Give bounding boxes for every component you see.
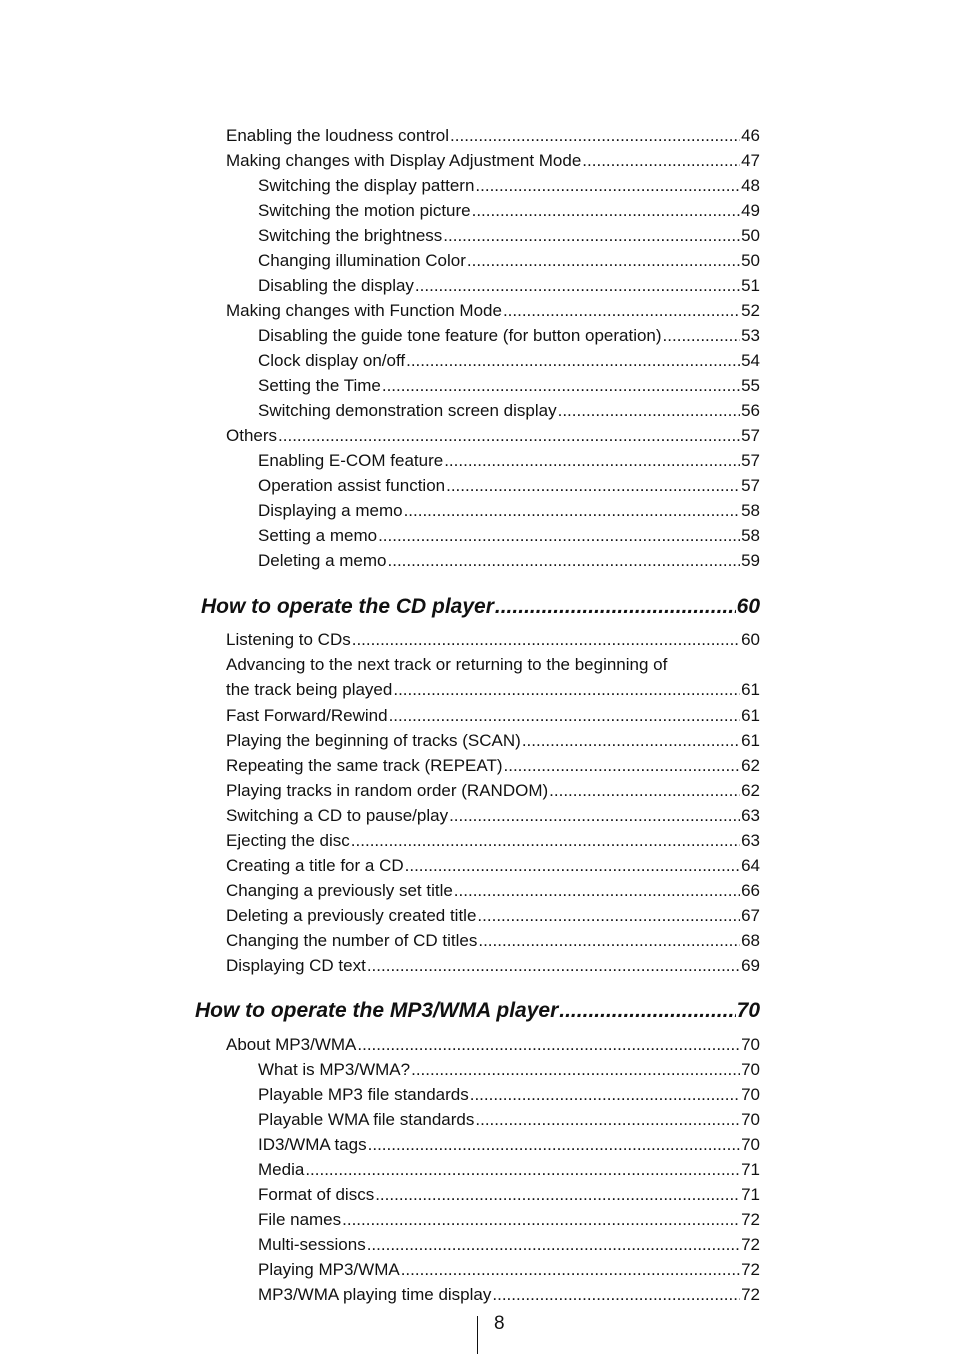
toc-entry-title: How to operate the MP3/WMA player: [195, 999, 559, 1022]
toc-entry: [258, 1057, 760, 1082]
toc-entry-title: Repeating the same track (REPEAT): [226, 756, 503, 775]
dot-leader: [375, 1182, 740, 1207]
toc-entry-title: Changing illumination Color: [258, 251, 466, 270]
toc-entry: [258, 173, 760, 198]
toc-entry: [258, 1132, 760, 1157]
toc-entry: [226, 803, 760, 828]
toc-entry: [258, 1182, 760, 1207]
dot-leader: [470, 1082, 740, 1107]
toc-entry-page: 50: [741, 226, 760, 245]
toc-entry-page: 50: [741, 251, 760, 270]
toc-entry-page: 63: [741, 831, 760, 850]
toc-entry-title: the track being played: [226, 680, 393, 699]
dot-leader: [367, 953, 740, 978]
toc-entry-title: Displaying CD text: [226, 956, 366, 975]
toc-entry-page: 64: [741, 856, 760, 875]
toc-entry-title: Deleting a memo: [258, 551, 387, 570]
dot-leader: [467, 248, 740, 273]
toc-entry: [258, 1282, 760, 1307]
toc-entry-title: Disabling the display: [258, 276, 414, 295]
toc-entry-page: 57: [741, 476, 760, 495]
dot-leader: [389, 703, 741, 728]
dot-leader: [477, 903, 740, 928]
dot-leader: [450, 123, 740, 148]
dot-leader: [388, 548, 741, 573]
dot-leader: [454, 878, 740, 903]
toc-entry-title: Fast Forward/Rewind: [226, 706, 388, 725]
toc-entry-page: 60: [741, 630, 760, 649]
toc-entry-title: Switching demonstration screen display: [258, 401, 557, 420]
toc-entry-page: 61: [741, 706, 760, 725]
toc-entry-title: Setting a memo: [258, 526, 378, 545]
toc-entry: [226, 728, 760, 753]
toc-entry-page: 55: [741, 376, 760, 395]
toc-entry-page: 70: [741, 1110, 760, 1129]
toc-entry-page: 57: [741, 426, 760, 445]
toc-entry: [226, 298, 760, 323]
toc-entry-page: 58: [741, 526, 760, 545]
toc-entry-page: 56: [741, 401, 760, 420]
toc-entry-page: 72: [741, 1210, 760, 1229]
dot-leader: [367, 1232, 740, 1257]
toc-entry: [258, 198, 760, 223]
toc-entry-title: Others: [226, 426, 278, 445]
toc-entry-title: Creating a title for a CD: [226, 856, 404, 875]
toc-entry-title: Ejecting the disc: [226, 831, 350, 850]
toc-entry: [258, 448, 760, 473]
toc-entry-title: MP3/WMA playing time display: [258, 1285, 492, 1304]
toc-entry: [258, 1157, 760, 1182]
dot-leader: [404, 498, 741, 523]
toc-entry-page: 70: [736, 999, 760, 1022]
toc-entry: [258, 398, 760, 423]
toc-entry-page: 72: [741, 1260, 760, 1279]
toc-entry-page: 67: [741, 906, 760, 925]
dot-leader: [558, 398, 740, 423]
toc-entry-title: Playing the beginning of tracks (SCAN): [226, 731, 521, 750]
dot-leader: [446, 473, 740, 498]
toc-entry-page: 54: [741, 351, 760, 370]
toc-entry-title: Format of discs: [258, 1185, 375, 1204]
toc-entry: [258, 373, 760, 398]
toc-entry-title: Disabling the guide tone feature (for button operation): [258, 326, 662, 345]
dot-leader: [475, 173, 740, 198]
toc-entry: [226, 1032, 760, 1057]
dot-leader: [415, 273, 740, 298]
toc-section-heading: [195, 996, 760, 1026]
dot-leader: [405, 853, 740, 878]
toc-entry: [258, 1232, 760, 1257]
toc-entry-page: 70: [741, 1135, 760, 1154]
toc-entry-page: 49: [741, 201, 760, 220]
dot-leader: [444, 448, 740, 473]
toc-entry: [258, 498, 760, 523]
toc-entry: [226, 853, 760, 878]
toc-entry-title: Playing tracks in random order (RANDOM): [226, 781, 549, 800]
toc-entry: [258, 1207, 760, 1232]
dot-leader: [503, 298, 740, 323]
toc-entry: [258, 1107, 760, 1132]
dot-leader: [549, 778, 740, 803]
toc-entry-page: 61: [741, 680, 760, 699]
toc-entry: [226, 928, 760, 953]
dot-leader: [582, 148, 740, 173]
toc-entry-page: 72: [741, 1235, 760, 1254]
toc-entry-title: Switching the motion picture: [258, 201, 471, 220]
dot-leader: [305, 1157, 740, 1182]
page-number: 8: [494, 1313, 505, 1334]
toc-entry-title: Switching the brightness: [258, 226, 443, 245]
dot-leader: [411, 1057, 740, 1082]
toc-entry-title: Clock display on/off: [258, 351, 406, 370]
toc-entry-title: Changing a previously set title: [226, 881, 453, 900]
toc-entry-page: 61: [741, 731, 760, 750]
dot-leader: [278, 423, 740, 448]
toc-entry-title: Operation assist function: [258, 476, 446, 495]
dot-leader: [382, 373, 740, 398]
toc-entry-page: 68: [741, 931, 760, 950]
dot-leader: [504, 753, 741, 778]
toc-entry: [226, 627, 760, 652]
toc-entry-title: What is MP3/WMA?: [258, 1060, 411, 1079]
toc-entry: [226, 828, 760, 853]
dot-leader: [357, 1032, 740, 1057]
toc-entry: [226, 753, 760, 778]
toc-entry: [226, 778, 760, 803]
dot-leader: [351, 828, 740, 853]
toc-entry: [258, 548, 760, 573]
toc-entry: [258, 248, 760, 273]
toc-entry: [258, 523, 760, 548]
toc-entry-title: Multi-sessions: [258, 1235, 366, 1254]
dot-leader: [378, 523, 740, 548]
toc-entry-title: Switching a CD to pause/play: [226, 806, 449, 825]
toc-entry-title: Enabling the loudness control: [226, 126, 450, 145]
toc-entry: [226, 677, 760, 702]
dot-leader: [342, 1207, 740, 1232]
toc-entry-page: 60: [736, 595, 760, 618]
toc-entry-page: 71: [741, 1160, 760, 1179]
toc-entry: [258, 223, 760, 248]
toc-entry-page: 70: [741, 1035, 760, 1054]
dot-leader: [352, 627, 740, 652]
toc-entry-page: 70: [741, 1060, 760, 1079]
toc-entry-title: Setting the Time: [258, 376, 381, 395]
toc-entry: [226, 878, 760, 903]
toc-entry-page: 52: [741, 301, 760, 320]
toc-entry-title: Changing the number of CD titles: [226, 931, 478, 950]
toc-entry: [226, 148, 760, 173]
toc-entry: [258, 323, 760, 348]
toc-entry-page: 57: [741, 451, 760, 470]
toc-entry-page: 70: [741, 1085, 760, 1104]
dot-leader: [559, 996, 735, 1026]
dot-leader: [443, 223, 740, 248]
toc-entry-continued: Advancing to the next track or returning to the beginning of: [226, 655, 668, 674]
toc-entry-title: About MP3/WMA: [226, 1035, 357, 1054]
toc-entry-title: Making changes with Display Adjustment Mode: [226, 151, 582, 170]
toc-entry: [226, 903, 760, 928]
dot-leader: [393, 677, 740, 702]
toc-entry: [226, 953, 760, 978]
toc-entry-page: 69: [741, 956, 760, 975]
dot-leader: [401, 1257, 740, 1282]
page-number-divider: [477, 1316, 478, 1354]
toc-entry-title: Enabling E-COM feature: [258, 451, 444, 470]
dot-leader: [406, 348, 740, 373]
toc-entry-title: Displaying a memo: [258, 501, 403, 520]
toc-entry-page: 62: [741, 756, 760, 775]
toc-entry-title: Deleting a previously created title: [226, 906, 477, 925]
toc-entry: [226, 703, 760, 728]
toc-entry-page: 58: [741, 501, 760, 520]
toc-entry-page: 59: [741, 551, 760, 570]
toc-entry: [258, 1257, 760, 1282]
toc-entry-page: 63: [741, 806, 760, 825]
toc-entry-title: ID3/WMA tags: [258, 1135, 367, 1154]
toc-entry-title: Playing MP3/WMA: [258, 1260, 400, 1279]
toc-entry-page: 53: [741, 326, 760, 345]
dot-leader: [478, 928, 740, 953]
toc-entry-page: 72: [741, 1285, 760, 1304]
toc-entry: [258, 1082, 760, 1107]
toc-entry-title: Switching the display pattern: [258, 176, 475, 195]
toc-entry-title: How to operate the CD player: [201, 595, 494, 618]
dot-leader: [522, 728, 740, 753]
toc-entry-page: 62: [741, 781, 760, 800]
dot-leader: [663, 323, 741, 348]
toc-entry: [226, 423, 760, 448]
toc-entry-page: 66: [741, 881, 760, 900]
toc-entry: [258, 348, 760, 373]
toc-entry-title: Media: [258, 1160, 305, 1179]
dot-leader: [449, 803, 740, 828]
toc-entry-title: File names: [258, 1210, 342, 1229]
dot-leader: [492, 1282, 740, 1307]
toc-entry-title: Playable MP3 file standards: [258, 1085, 469, 1104]
dot-leader: [475, 1107, 740, 1132]
dot-leader: [495, 592, 736, 622]
toc-entry-title: Playable WMA file standards: [258, 1110, 475, 1129]
toc-entry-page: 47: [741, 151, 760, 170]
toc-entry-page: 71: [741, 1185, 760, 1204]
toc-entry: [226, 123, 760, 148]
toc-entry: [258, 473, 760, 498]
toc-section-heading: [201, 592, 760, 622]
toc-entry-page: 48: [741, 176, 760, 195]
toc-entry-title: Listening to CDs: [226, 630, 351, 649]
toc-entry: [258, 273, 760, 298]
toc-entry-page: 46: [741, 126, 760, 145]
dot-leader: [368, 1132, 740, 1157]
toc-entry-page: 51: [741, 276, 760, 295]
dot-leader: [472, 198, 740, 223]
toc-entry-title: Making changes with Function Mode: [226, 301, 502, 320]
